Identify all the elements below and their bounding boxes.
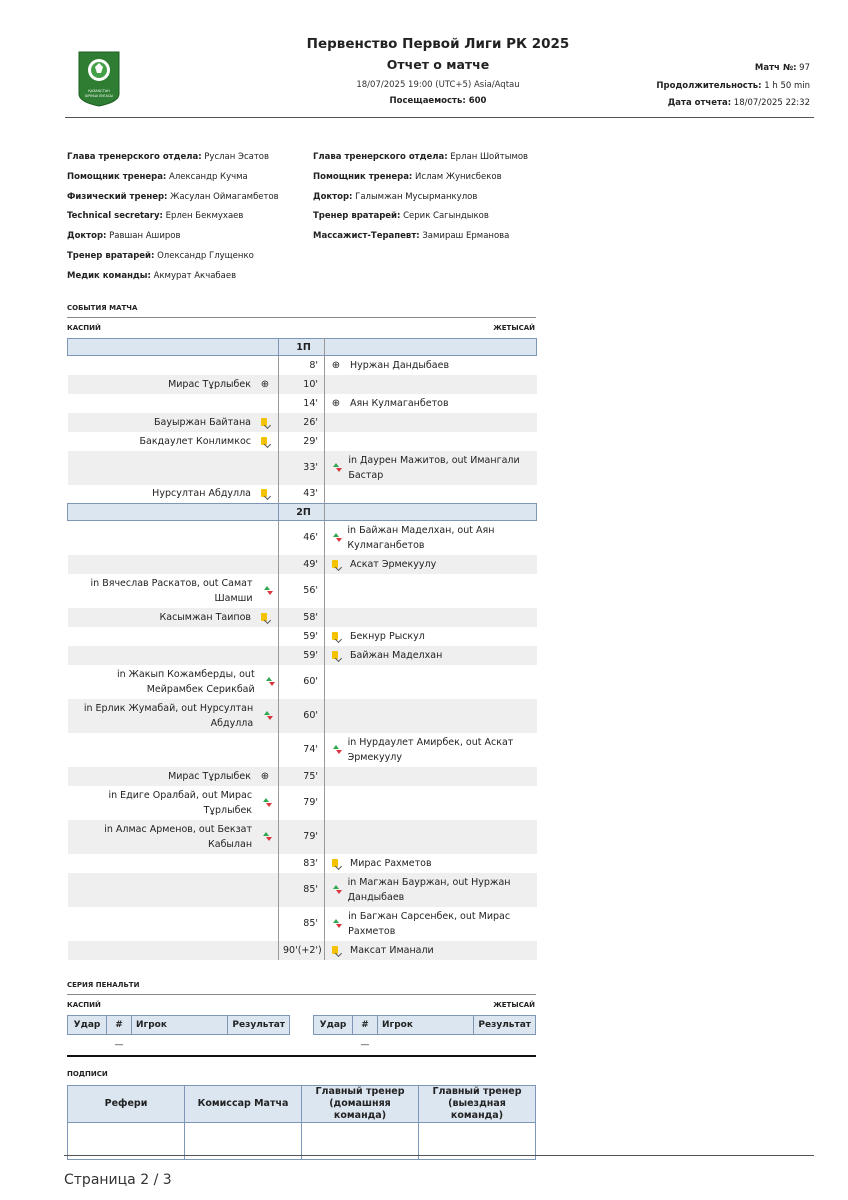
substitution-icon bbox=[259, 797, 272, 808]
staff-item: Медик команды: Акмурат Акчабаев bbox=[67, 270, 237, 281]
event-row bbox=[68, 699, 537, 733]
event-text: Максат Иманали bbox=[350, 944, 434, 956]
league-logo bbox=[76, 50, 122, 108]
event-row bbox=[68, 451, 537, 485]
events-divider bbox=[67, 317, 536, 318]
commissioner-signature-box bbox=[185, 1123, 302, 1160]
substitution-icon bbox=[329, 918, 341, 929]
event-text: in Вячеслав Раскатов, out Самат Шамши bbox=[90, 577, 253, 604]
staff-item: Тренер вратарей: Серик Сагындыков bbox=[313, 211, 489, 222]
event-minute: 49' bbox=[279, 555, 325, 574]
event-text: Нуржан Дандыбаев bbox=[350, 359, 450, 371]
empty-indicator: — bbox=[360, 1040, 370, 1050]
event-minute: 79' bbox=[279, 820, 325, 854]
substitution-icon bbox=[329, 744, 341, 755]
event-row bbox=[68, 432, 537, 451]
footer-divider bbox=[64, 1155, 814, 1156]
col-header: # bbox=[107, 1016, 132, 1035]
match-duration: Продолжительность: 1 h 50 min bbox=[656, 81, 810, 91]
event-text: in Алмас Арменов, out Бекзат Кабылан bbox=[104, 823, 253, 850]
substitution-icon bbox=[259, 831, 272, 842]
event-row bbox=[68, 854, 537, 873]
event-row bbox=[68, 786, 537, 820]
event-row bbox=[68, 941, 537, 960]
penalties-home-team: КАСПИЙ bbox=[67, 1001, 101, 1009]
event-minute: 59' bbox=[279, 627, 325, 646]
staff-item: Тренер вратарей: Олександр Глущенко bbox=[67, 250, 254, 261]
staff-item: Доктор: Равшан Аширов bbox=[67, 231, 181, 242]
event-row bbox=[68, 873, 537, 907]
report-title: Первенство Первой Лиги РК 2025 bbox=[306, 36, 570, 52]
home-staff-list bbox=[67, 148, 279, 287]
goal-icon: ⊕ bbox=[331, 397, 341, 409]
event-row bbox=[68, 608, 537, 627]
away-coach-signature-box bbox=[419, 1123, 536, 1160]
col-header: # bbox=[353, 1016, 378, 1035]
penalties-divider bbox=[67, 994, 536, 995]
signatures-section-title: ПОДПИСИ bbox=[67, 1070, 108, 1078]
yellow-card-icon bbox=[329, 631, 343, 642]
period-row bbox=[68, 339, 537, 356]
home-coach-signature-box bbox=[302, 1123, 419, 1160]
event-row bbox=[68, 646, 537, 665]
page-number: Страница 2 / 3 bbox=[64, 1172, 172, 1188]
penalty-goal-icon: ⊕ bbox=[260, 378, 270, 390]
staff-item: Физический тренер: Жасулан Оймагамбетов bbox=[67, 191, 279, 202]
staff-item: Помощник тренера: Александр Кучма bbox=[67, 171, 248, 182]
event-text: Касымжан Таипов bbox=[159, 611, 251, 623]
event-row bbox=[68, 485, 537, 504]
event-minute: 10' bbox=[279, 375, 325, 394]
event-text: in Нурдаулет Амирбек, out Аскат Эрмекуулу bbox=[347, 736, 514, 763]
event-minute: 26' bbox=[279, 413, 325, 432]
event-text: in Магжан Бауржан, out Нуржан Дандыбаев bbox=[347, 876, 511, 903]
yellow-card-icon bbox=[258, 417, 272, 428]
event-text: Бекнур Рыскул bbox=[350, 630, 425, 642]
yellow-card-icon bbox=[258, 488, 272, 499]
event-minute: 79' bbox=[279, 786, 325, 820]
event-text: Мирас Рахметов bbox=[350, 857, 432, 869]
referee-signature-box bbox=[68, 1123, 185, 1160]
event-text: in Жакып Кожамберды, out Мейрамбек Серикбай bbox=[116, 668, 255, 695]
empty-indicator: — bbox=[114, 1040, 124, 1050]
event-text: Мирас Тұрлыбек bbox=[168, 770, 251, 782]
period-label: 2П bbox=[279, 504, 325, 521]
event-minute: 33' bbox=[279, 451, 325, 485]
staff-item: Доктор: Галымжан Мусырманкулов bbox=[313, 191, 478, 202]
events-home-team: КАСПИЙ bbox=[67, 324, 101, 332]
event-text: in Ерлик Жумабай, out Нурсултан Абдулла bbox=[83, 702, 254, 729]
event-text: in Багжан Сарсенбек, out Мирас Рахметов bbox=[348, 910, 511, 937]
col-header: Игрок bbox=[378, 1016, 474, 1035]
event-row bbox=[68, 907, 537, 941]
col-header: Игрок bbox=[132, 1016, 228, 1035]
match-events-table bbox=[67, 338, 537, 960]
yellow-card-icon bbox=[329, 559, 343, 570]
event-row bbox=[68, 627, 537, 646]
event-minute: 56' bbox=[279, 574, 325, 608]
yellow-card-icon bbox=[329, 858, 343, 869]
penalties-section-title: СЕРИЯ ПЕНАЛЬТИ bbox=[67, 981, 140, 989]
event-row bbox=[68, 767, 537, 786]
event-minute: 85' bbox=[279, 907, 325, 941]
attendance: Посещаемость: 600 bbox=[389, 96, 487, 106]
report-subtitle: Отчет о матче bbox=[386, 57, 490, 72]
col-header: Результат bbox=[474, 1016, 536, 1035]
match-datetime: 18/07/2025 19:00 (UTC+5) Asia/Aqtau bbox=[356, 80, 520, 90]
event-text: in Байжан Маделхан, out Аян Кулмаганбетов bbox=[347, 524, 495, 551]
yellow-card-icon bbox=[329, 945, 343, 956]
match-number: Матч №: 97 bbox=[754, 63, 810, 73]
event-text: in Едиге Оралбай, out Мирас Тұрлыбек bbox=[108, 789, 253, 816]
substitution-icon bbox=[329, 462, 341, 473]
event-row bbox=[68, 555, 537, 574]
event-minute: 75' bbox=[279, 767, 325, 786]
event-row bbox=[68, 521, 537, 555]
event-minute: 46' bbox=[279, 521, 325, 555]
event-text: Бауыржан Байтана bbox=[153, 416, 251, 428]
event-row bbox=[68, 375, 537, 394]
substitution-icon bbox=[260, 710, 272, 721]
substitution-icon bbox=[262, 676, 272, 687]
staff-item: Глава тренерского отдела: Руслан Эсатов bbox=[67, 152, 270, 162]
penalties-away-team: ЖЕТЫСАЙ bbox=[493, 1001, 535, 1009]
events-away-team: ЖЕТЫСАЙ bbox=[493, 324, 535, 332]
event-minute: 85' bbox=[279, 873, 325, 907]
event-text: Аян Кулмаганбетов bbox=[350, 397, 449, 409]
event-row bbox=[68, 413, 537, 432]
event-row bbox=[68, 733, 537, 767]
penalties-bottom-rule bbox=[67, 1055, 536, 1057]
event-minute: 59' bbox=[279, 646, 325, 665]
event-text: Нурсултан Абдулла bbox=[152, 488, 251, 500]
svg-text:ҚАЗАҚСТАН: ҚАЗАҚСТАН bbox=[88, 89, 110, 93]
col-header: Удар bbox=[68, 1016, 107, 1035]
away-coach-signature-header: Главный тренер (выездная команда) bbox=[419, 1086, 536, 1123]
yellow-card-icon bbox=[329, 650, 343, 661]
col-header: Результат bbox=[228, 1016, 290, 1035]
event-row bbox=[68, 574, 537, 608]
event-minute: 60' bbox=[279, 665, 325, 699]
event-minute: 74' bbox=[279, 733, 325, 767]
col-header: Удар bbox=[314, 1016, 353, 1035]
staff-item: Помощник тренера: Ислам Жунисбеков bbox=[313, 171, 502, 182]
event-minute: 8' bbox=[279, 356, 325, 375]
event-text: Мирас Тұрлыбек bbox=[168, 378, 251, 390]
event-minute: 60' bbox=[279, 699, 325, 733]
event-row bbox=[68, 665, 537, 699]
event-text: Байжан Маделхан bbox=[350, 649, 443, 661]
event-minute: 58' bbox=[279, 608, 325, 627]
substitution-icon bbox=[329, 884, 341, 895]
staff-item: Глава тренерского отдела: Ерлан Шойтымов bbox=[313, 152, 529, 162]
period-row bbox=[68, 504, 537, 521]
goal-icon: ⊕ bbox=[260, 770, 270, 782]
home-coach-signature-header: Главный тренер (домашняя команда) bbox=[302, 1086, 419, 1123]
substitution-icon bbox=[260, 585, 272, 596]
yellow-card-icon bbox=[258, 612, 272, 623]
event-minute: 43' bbox=[279, 485, 325, 504]
away-staff-list bbox=[313, 148, 528, 247]
away-penalties-table bbox=[313, 1015, 536, 1055]
event-text: Бакдаулет Конлимкос bbox=[139, 435, 251, 447]
event-minute: 29' bbox=[279, 432, 325, 451]
event-row bbox=[68, 356, 537, 375]
referee-signature-header: Рефери bbox=[68, 1086, 185, 1123]
commissioner-signature-header: Комиссар Матча bbox=[185, 1086, 302, 1123]
substitution-icon bbox=[329, 532, 340, 543]
svg-text:БІРІНШІ ЛИГАСЫ: БІРІНШІ ЛИГАСЫ bbox=[85, 94, 113, 98]
event-text: in Даурен Мажитов, out Имангали Бастар bbox=[348, 454, 520, 481]
event-minute: 90'(+2') bbox=[279, 941, 325, 960]
event-minute: 83' bbox=[279, 854, 325, 873]
event-row bbox=[68, 394, 537, 413]
staff-item: Technical secretary: Ерлен Бекмухаев bbox=[67, 211, 244, 222]
period-label: 1П bbox=[279, 339, 325, 356]
events-section-title: СОБЫТИЯ МАТЧА bbox=[67, 304, 138, 312]
report-date: Дата отчета: 18/07/2025 22:32 bbox=[667, 98, 810, 108]
event-minute: 14' bbox=[279, 394, 325, 413]
event-text: Аскат Эрмекуулу bbox=[350, 558, 437, 570]
signatures-table bbox=[67, 1085, 536, 1160]
home-penalties-table bbox=[67, 1015, 290, 1055]
header-divider bbox=[65, 117, 814, 118]
staff-item: Массажист-Терапевт: Замираш Ерманова bbox=[313, 231, 510, 242]
yellow-card-icon bbox=[258, 436, 272, 447]
goal-icon: ⊕ bbox=[331, 359, 341, 371]
event-row bbox=[68, 820, 537, 854]
